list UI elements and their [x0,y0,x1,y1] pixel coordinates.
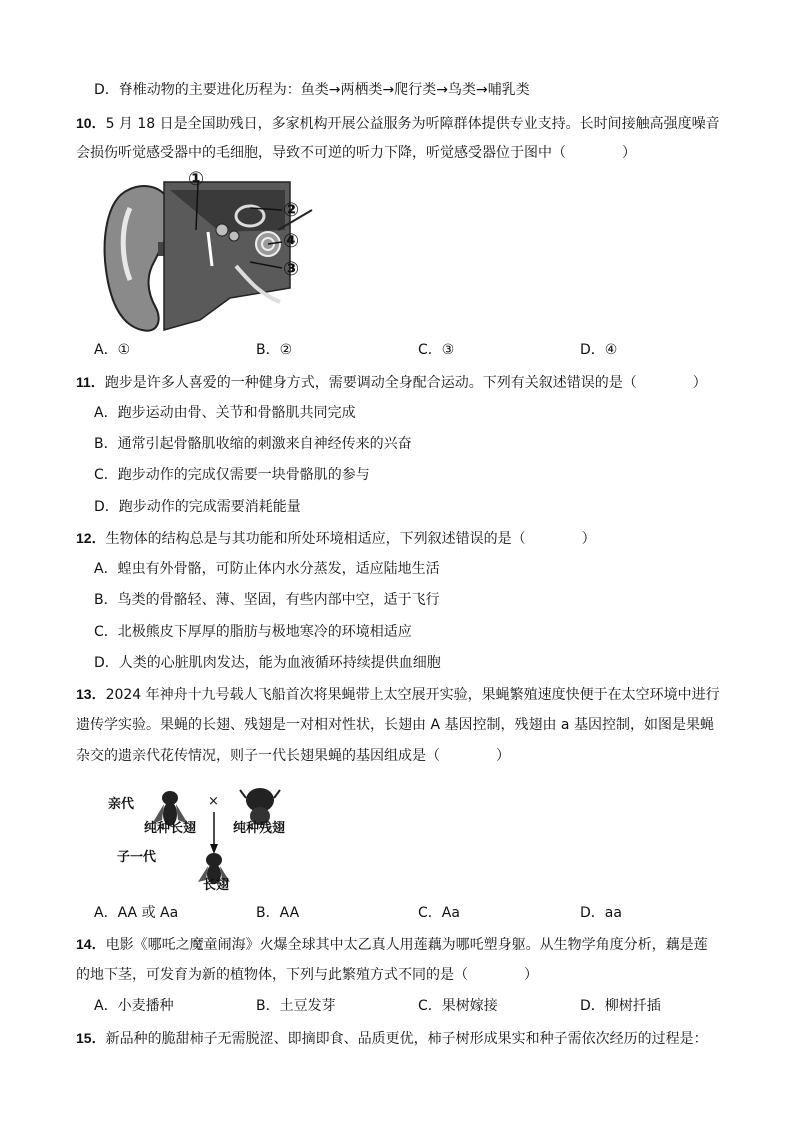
q15-stem-line1 [76,1028,708,1049]
q14-option-a[interactable]: A．小麦播种 [94,998,174,1014]
q13-stem-line2: 遗传学实验。果蝇的长翅、残翅是一对相对性状，长翅由 A 基因控制，残翅由 a 基因控制，如图是果蝇 [76,717,714,733]
q11-text: 跑步是许多人喜爱的一种健身方式，需要调动全身配合运动。下列有关叙述错误的是（ ） [104,375,707,391]
q10-option-a[interactable]: A．① [94,342,131,358]
q14-option-c[interactable]: C．果树嫁接 [418,998,498,1014]
q12-stem [76,528,596,549]
q12-text: 生物体的结构总是与其功能和所处环境相适应，下列叙述错误的是（ ） [105,531,596,547]
q11-option-c[interactable]: C．跑步动作的完成仅需要一块骨骼肌的参与 [94,467,370,483]
q15-text-1: 新品种的脆甜柿子无需脱涩、即摘即食、品质更优，柿子树形成果实和种子需依次经历的过程是： [105,1031,708,1047]
q14-stem-line1 [76,934,708,955]
fig-label-parent: 亲代 [108,797,135,812]
q14-option-b[interactable]: B．土豆发芽 [256,998,336,1014]
q10-text-1: 5 月 18 日是全国助残日，多家机构开展公益服务为听障群体提供专业支持。长时间接触高强度噪音 [105,116,720,132]
q10-option-b[interactable]: B．② [256,342,293,358]
q11-number: 11． [76,374,105,390]
q11-stem [76,372,707,393]
fig-label-c1: 长翅 [203,878,230,893]
fig-label-cross: × [208,794,219,809]
q15-number: 15． [76,1030,106,1046]
q13-text-1: 2024 年神舟十九号载人飞船首次将果蝇带上太空展开实验，果蝇繁殖速度快便于在太空环境中进行 [105,687,720,703]
q9-option-d: D．脊椎动物的主要进化历程为：鱼类→两栖类→爬行类→鸟类→哺乳类 [94,82,530,98]
q10-stem-line1 [76,113,720,134]
q10-number: 10． [76,115,106,131]
q13-option-b[interactable]: B．AA [256,905,300,921]
q14-text-1: 电影《哪吒之魔童闹海》火爆全球其中太乙真人用莲藕为哪吒塑身躯。从生物学角度分析，藕是莲 [105,937,708,953]
q13-option-a[interactable]: A．AA 或 Aa [94,905,179,921]
q10-option-c[interactable]: C．③ [418,342,455,358]
ear-label-3: ③ [283,258,300,280]
q14-number: 14． [76,936,106,952]
fig-label-p2: 纯种残翅 [233,821,286,836]
ear-diagram [100,170,330,338]
q12-option-a[interactable]: A．蝗虫有外骨骼，可防止体内水分蒸发，适应陆地生活 [94,561,440,577]
q14-stem-line2: 的地下茎，可发育为新的植物体，下列与此繁殖方式不同的是（ ） [76,967,538,983]
q12-number: 12． [76,530,106,546]
q13-stem-line3: 杂交的遗亲代花传情况，则子一代长翅果蝇的基因组成是（ ） [76,748,510,764]
q13-option-c[interactable]: C．Aa [418,905,460,921]
ear-label-1: ① [188,168,205,190]
ear-label-2: ② [283,199,300,221]
q14-option-d[interactable]: D．柳树扦插 [580,998,661,1014]
q11-option-d[interactable]: D．跑步动作的完成需要消耗能量 [94,499,301,515]
q11-option-b[interactable]: B．通常引起骨骼肌收缩的刺激来自神经传来的兴奋 [94,436,412,452]
q12-option-c[interactable]: C．北极熊皮下厚厚的脂肪与极地寒冷的环境相适应 [94,624,412,640]
fig-label-child: 子一代 [117,850,157,865]
q10-option-d[interactable]: D．④ [580,342,618,358]
q13-number: 13． [76,686,106,702]
q12-option-d[interactable]: D．人类的心脏肌肉发达，能为血液循环持续提供血细胞 [94,655,441,671]
fig-label-p1: 纯种长翅 [144,821,197,836]
ear-label-4: ④ [283,230,300,252]
q13-stem-line1 [76,684,720,705]
q10-stem-line2: 会损伤听觉感受器中的毛细胞，导致不可逆的听力下降，听觉感受器位于图中（ ） [76,145,636,161]
q13-option-d[interactable]: D．aa [580,905,622,921]
q11-option-a[interactable]: A．跑步运动由骨、关节和骨骼肌共同完成 [94,405,356,421]
q12-option-b[interactable]: B．鸟类的骨骼轻、薄、坚固，有些内部中空，适于飞行 [94,592,440,608]
